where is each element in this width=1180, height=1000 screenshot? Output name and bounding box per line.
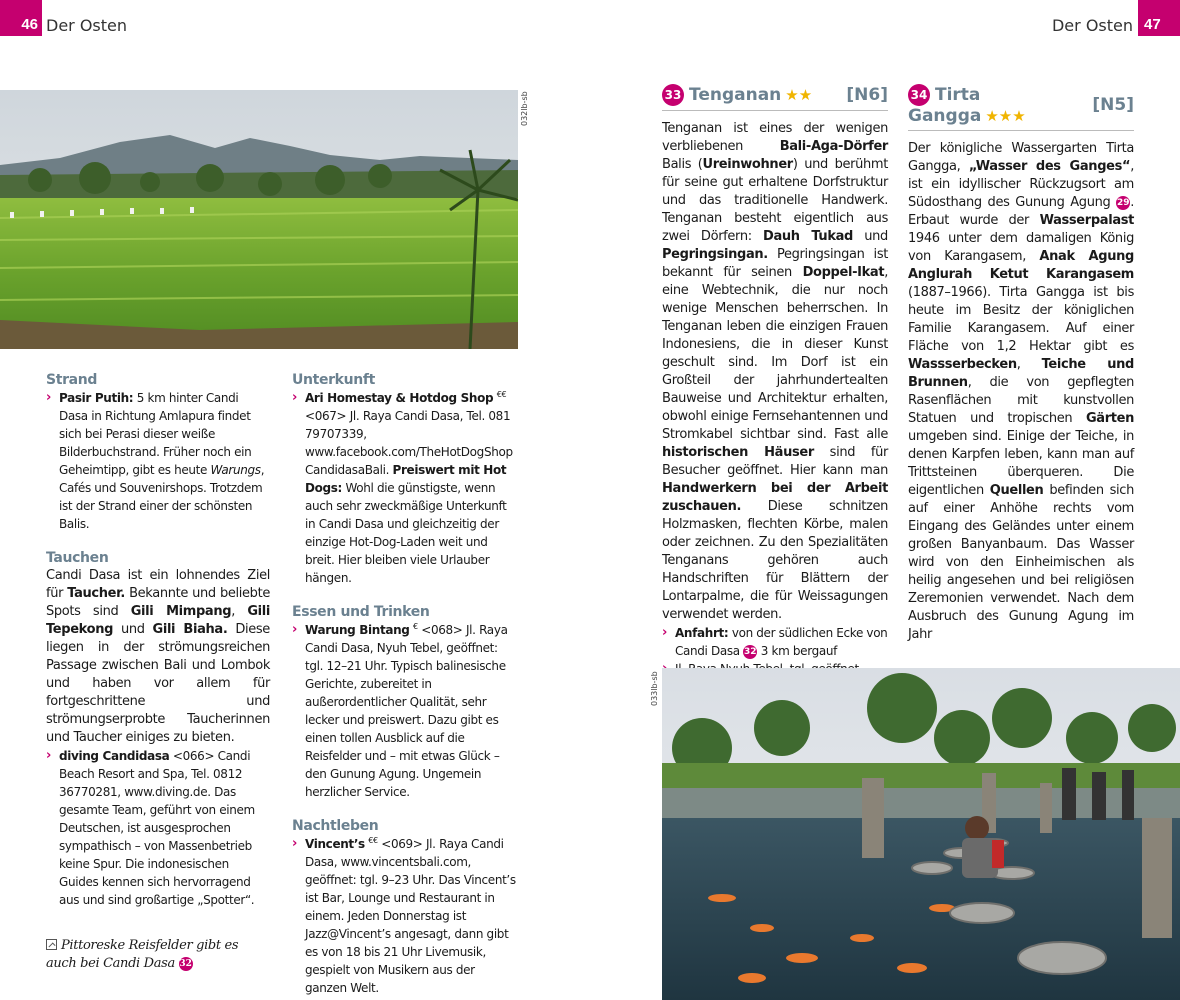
paragraph-tenganan: Tenganan ist eines der wenigen verbliebenen Bali-Aga-Dörfer Balis (Ureinwohner) und berühmt für seine gut erhaltene Dorfstruktur und das traditionelle Handwerk. Tenganan besteht eigentlich aus zwei Dörfern: Dauh Tukad und Pegringsingan. Pegringsingan ist bekannt für seinen Doppel-Ikat, eine Webtechnik, die nur noch wenige Menschen beherrschen. In Tenganan leben die einzigen Frauen Indonesiens, die in dieser Kunst geschult sind. Im Dorf ist ein Großteil der jahrhundertealten Bauweise und Architektur erhalten, obwohl einige Fernsehantennen und Stromkabel sichtbar sind. Fast alle historischen Häuser sind für Besucher geöffnet. Hier kann man Handwerkern bei der Arbeit zuschauen. Diese schnitzen Holzmasken, flechten Körbe, malen oder zeichnen. Zu den Spezialitäten Tenganans gehören auch Handschriften für Blättern der Lontarpalme, die für Weissagungen verwendet werden.: [662, 121, 888, 622]
arrow-icon: ›: [292, 622, 298, 637]
section-heading-nachtleben: Nachtleben: [292, 818, 379, 834]
arrow-icon: ›: [46, 390, 52, 405]
right-column-tirta-gangga: [908, 84, 1134, 712]
left-column-1: [46, 371, 270, 973]
rating-stars: ★★: [785, 86, 813, 104]
entry-diving-candidasa: › diving Candidasa <066> Candi Beach Resort and Spa, Tel. 0812 36770281, www.diving.de. Das gesamte Team, geführt von einem Deutschen, ist ausgesprochen sympathisch – von Massenbetrieb keine Spur. Die indonesischen Guides kennen sich hervorragend aus und sind großartige „Spotter“.: [46, 748, 255, 907]
map-grid-ref: [N6]: [846, 85, 888, 105]
location-badge: 29: [1116, 198, 1130, 208]
photo-credit-bottom: 033lb-sb: [650, 671, 659, 706]
section-heading-strand: Strand: [46, 372, 98, 388]
paragraph-tirta-gangga: Der königliche Wassergarten Tirta Gangga, „Wasser des Ganges“, ist ein idyllischer Rückzugsort am Südosthang des Gunung Agung 29. Erbaut wurde der Wasserpalast 1946 unter dem damaligen König von Karangasem, Anak Agung Anglurah Ketut Karangasem (1887–1966). Tirta Gangga ist bis heute im Besitz der königlichen Familie Karangasem. Auf einer Fläche von 1,2 Hektar gibt es Wassserbecken, Teiche und Brunnen, die von gepflegten Rasenflächen mit kunstvollen Statuen und tropischen Gärten umgeben sind. Einige der Teiche, in denen Karpfen leben, kann man auf Trittsteinen überqueren. Die eigentlichen Quellen befinden sich auf einer Anhöhe rechts vom Eingang des Geländes unter einem großen Banyanbaum. Das Wasser wird von den Einheimischen als heilig angesehen und bei religiösen Zeremonien verwendet. Nach dem Ausbruch des Gunung Agung im Jahr: [908, 141, 1134, 642]
caption-arrow-up-icon: [46, 939, 57, 950]
map-grid-ref: [N5]: [1092, 95, 1134, 115]
section-heading-tauchen: Tauchen: [46, 550, 109, 566]
entry-warung-bintang: › Warung Bintang € <068> Jl. Raya Candi Dasa, Nyuh Tebel, geöffnet: tgl. 12–21 Uhr. Typisch balinesische Gerichte, zubereitet in außerordentlicher Qualität, sehr lecker und preiswert. Dazu gibt es einen tollen Ausblick auf die Reisfelder und – mit etwas Glück – den Gunung Agung. Ungemein herzlicher Service.: [292, 622, 508, 799]
page-number-left: 46: [0, 0, 42, 36]
entry-ari-homestay: › Ari Homestay & Hotdog Shop €€ <067> Jl. Raya Candi Dasa, Tel. 081 79707339, www.facebook.com/TheHotDogShop CandidasaBali. Preiswert mit Hot Dogs: Wohl die günstigste, wenn auch sehr zweckmäßige Unterkunft in Candi Dasa und gleichzeitig der einzige Hot-Dog-Laden weit und breit. Hier bleiben viele Urlauber hängen.: [292, 390, 513, 585]
arrow-icon: ›: [292, 836, 298, 851]
rating-stars: ★★★: [985, 107, 1026, 125]
rice-field-photo: [0, 90, 518, 349]
location-badge: 32: [179, 959, 192, 969]
arrow-icon: ›: [662, 625, 668, 640]
running-head-left: Der Osten: [46, 16, 128, 35]
tirta-gangga-photo: [662, 668, 1180, 1000]
entry-anfahrt: › Anfahrt: von der südlichen Ecke von Candi Dasa 32 3 km bergauf: [662, 625, 888, 658]
paragraph-tauchen: Candi Dasa ist ein lohnendes Ziel für Taucher. Bekannte und beliebte Spots sind Gili Mimpang, Gili Tepekong und Gili Biaha. Diese liegen in der strömungsreichen Passage zwischen Bali und Lombok und haben vor allem für fortgeschrittene und strömungserprobte Taucherinnen und Taucher einiges zu bieten.: [46, 568, 270, 745]
running-head-right: Der Osten: [1051, 16, 1133, 35]
arrow-icon: ›: [46, 748, 52, 763]
page-number-right: 47: [1138, 0, 1180, 36]
section-heading-unterkunft: Unterkunft: [292, 372, 375, 388]
entry-pasir-putih: › Pasir Putih: 5 km hinter Candi Dasa in Richtung Amlapura findet sich bei Perasi dieser weiße Bilderbuchstrand. Früher noch ein Geheimtipp, gibt es heute Warungs, Cafés und Souvenirshops. Trotzdem ist der Strand einer der schönsten Balis.: [46, 390, 265, 531]
sight-number-badge: 33: [662, 84, 684, 106]
right-column-tenganan: [662, 84, 888, 696]
arrow-icon: ›: [292, 390, 298, 405]
location-badge: 32: [744, 647, 757, 657]
sight-number-badge: 34: [908, 84, 930, 106]
photo-credit-top: 032lb-sb: [520, 91, 529, 126]
sight-heading-tirta-gangga: 34 Tirta Gangga ★★★ [N5]: [908, 84, 1134, 131]
entry-vincents: › Vincent’s €€ <069> Jl. Raya Candi Dasa, www.vincentsbali.com, geöffnet: tgl. 9–23 Uhr. Das Vincent’s ist Bar, Lounge und Restaurant in einem. Jeden Donnerstag ist Jazz@Vincent’s angesagt, dann gibt es von 18 bis 21 Uhr Livemusik, gespielt von Musikern aus der ganzen Welt.: [292, 836, 516, 995]
left-column-2: [292, 371, 518, 997]
sight-heading-tenganan: 33 Tenganan ★★ [N6]: [662, 84, 888, 111]
caption-rice-field: Pittoreske Reisfelder gibt es auch bei Candi Dasa 32: [46, 938, 239, 971]
section-heading-essen: Essen und Trinken: [292, 604, 430, 620]
